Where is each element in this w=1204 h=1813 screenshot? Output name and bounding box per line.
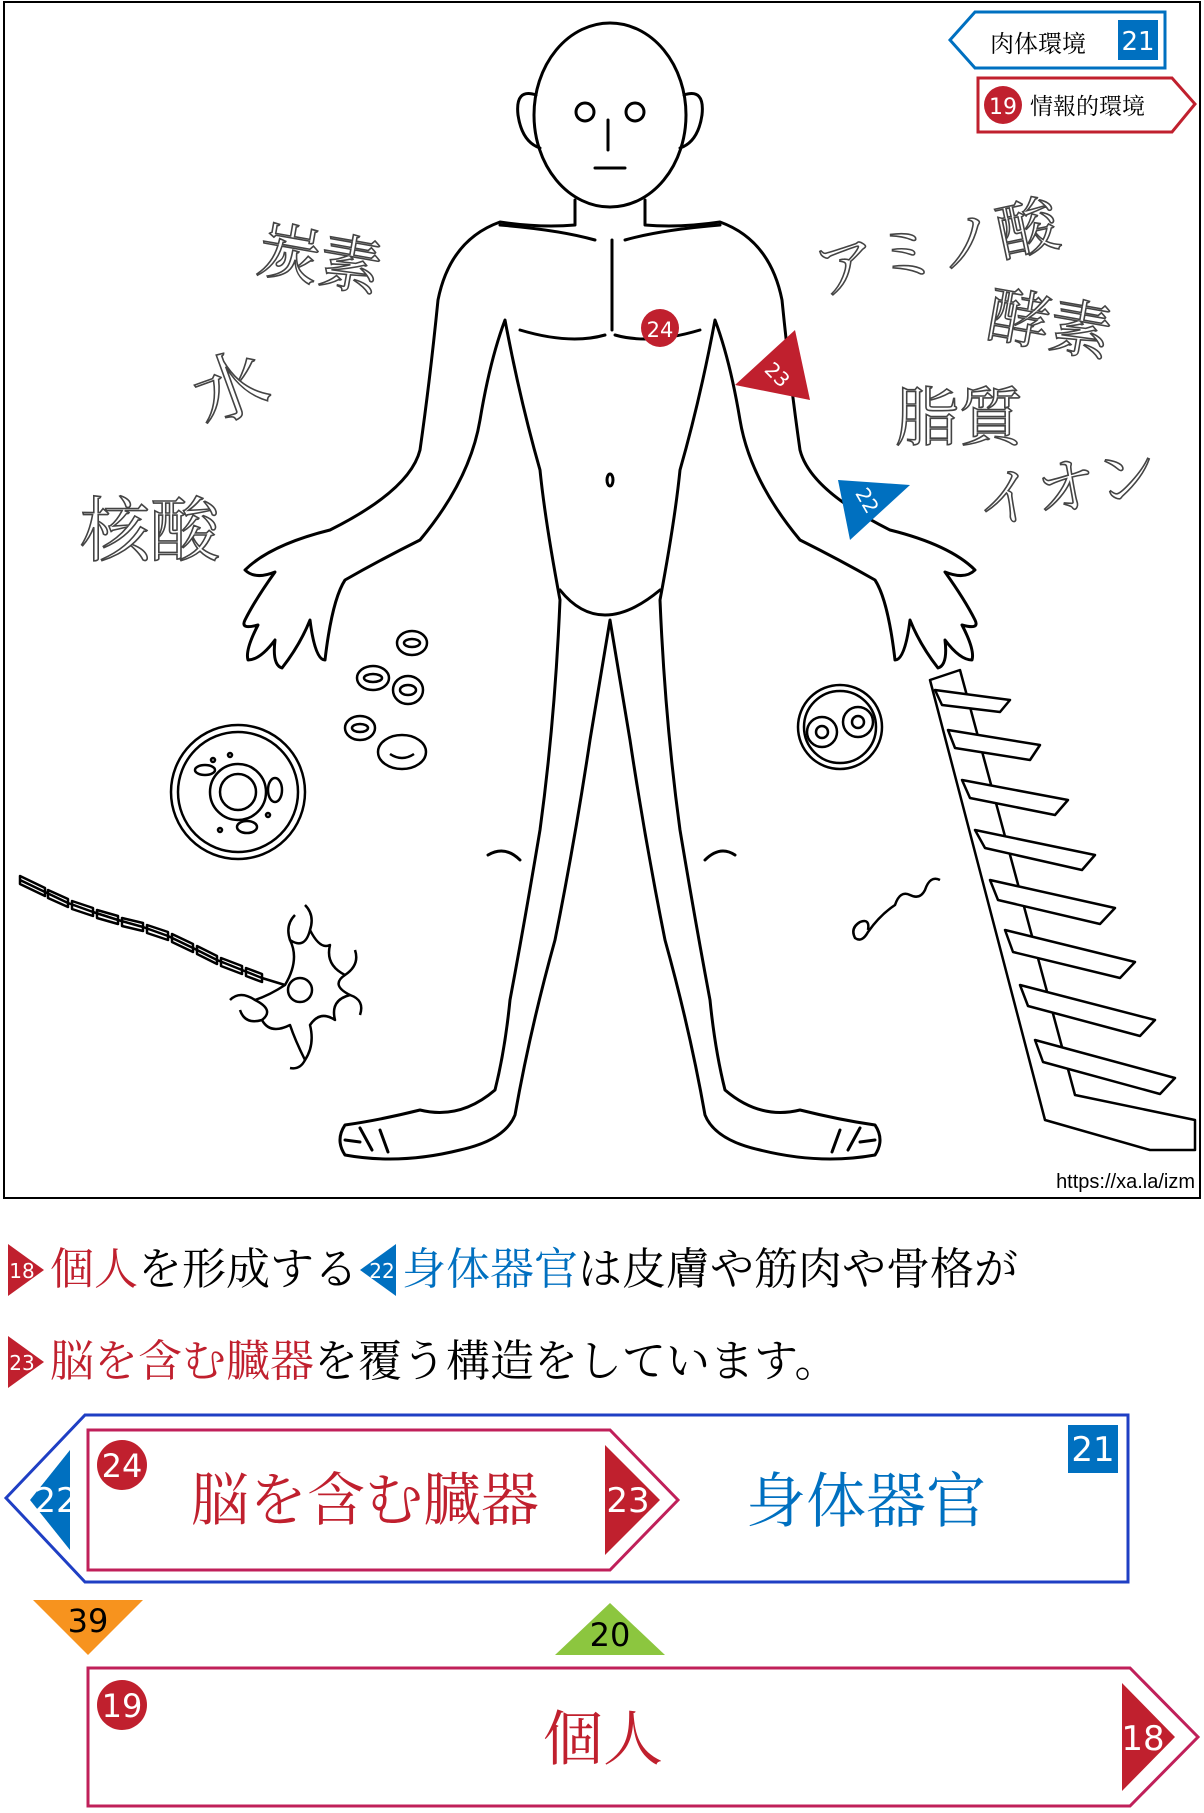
- marker-18-icon: [6, 1242, 46, 1298]
- word-enzyme: 酵素: [982, 277, 1118, 372]
- box-brain-organs: [88, 1430, 678, 1570]
- brain-organs-label: 脳を含む臓器: [190, 1466, 540, 1534]
- word-ion: イオン: [969, 435, 1164, 540]
- marker-22-icon: [358, 1242, 398, 1298]
- individual-circle-num: 19: [101, 1687, 143, 1725]
- individual-label: 個人: [543, 1705, 663, 1775]
- marker-chest: [641, 309, 679, 347]
- legend-info-num: 19: [989, 95, 1017, 120]
- body-organs-corner-num: 21: [1071, 1430, 1115, 1470]
- svg-text:23: 23: [9, 1351, 35, 1375]
- svg-text:22: 22: [369, 1259, 395, 1283]
- badge-green-num: 20: [589, 1616, 631, 1654]
- text-forms: を形成する: [138, 1244, 358, 1295]
- description-line-2: [6, 1330, 838, 1392]
- individual-right-num: 18: [1121, 1719, 1165, 1759]
- structure-diagram: [0, 1400, 1204, 1813]
- legend-info-label: 情報的環境: [1030, 94, 1145, 120]
- term-brain-organs: 脳を含む臓器: [50, 1336, 314, 1387]
- credit-url: https://xa.la/izm: [1056, 1171, 1195, 1193]
- word-water: 水: [181, 335, 281, 442]
- box-individual: [88, 1668, 1198, 1806]
- word-carbon: 炭素: [252, 212, 388, 307]
- marker-chest-num: 24: [646, 318, 674, 342]
- word-lipid: 脂質: [895, 382, 1023, 456]
- marker-wrist-num: 22: [850, 483, 884, 518]
- marker-23-icon: [6, 1334, 46, 1390]
- word-nucleic-acid: 核酸: [80, 490, 220, 572]
- legend-physical-label: 肉体環境: [990, 30, 1086, 58]
- brain-organs-right-num: 23: [606, 1481, 650, 1521]
- legend-physical-num: 21: [1121, 27, 1155, 57]
- text-skin-muscle: は皮膚や筋肉や骨格が: [578, 1244, 1018, 1295]
- legend-information-environment: [978, 78, 1195, 132]
- svg-text:18: 18: [9, 1259, 35, 1283]
- body-organs-label: 身体器官: [746, 1467, 986, 1537]
- badge-orange: [33, 1600, 143, 1655]
- brain-organs-circle-num: 24: [101, 1447, 143, 1485]
- badge-orange-num: 39: [67, 1602, 109, 1640]
- body-organs-left-num: 22: [34, 1481, 78, 1521]
- word-amino-acid: アミノ酸: [807, 186, 1066, 310]
- marker-upper-arm-num: 23: [759, 357, 795, 393]
- description-line-1: [6, 1238, 1018, 1300]
- term-body-organs: 身体器官: [402, 1244, 578, 1295]
- text-covering: を覆う構造をしています。: [314, 1336, 839, 1387]
- badge-green: [555, 1603, 665, 1655]
- legend-physical-environment: [950, 12, 1165, 68]
- term-individual: 個人: [50, 1244, 138, 1295]
